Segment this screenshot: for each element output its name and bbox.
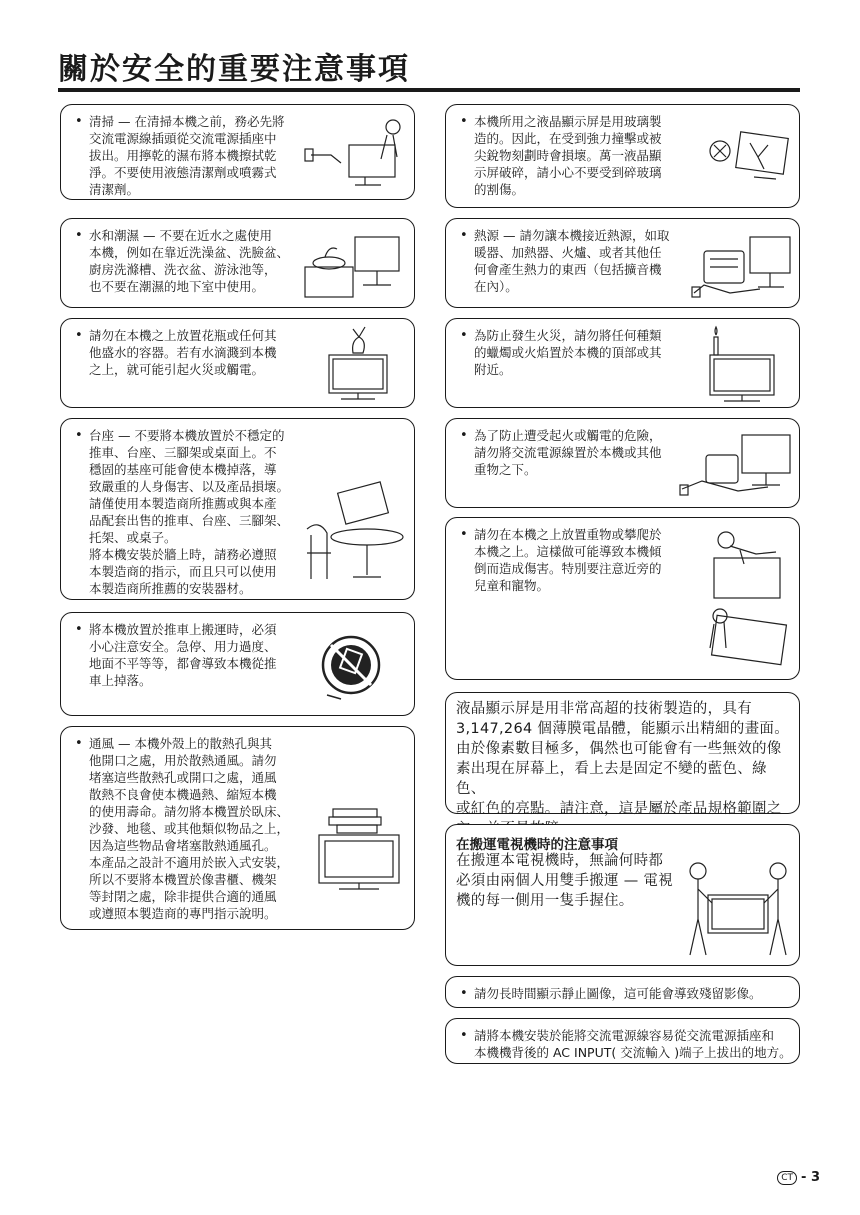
outlet-text: • 請將本機安裝於能將交流電源線容易從交流電源插座和 本機機背後的 AC INPUT( 交流輸入 )端子上拔出的地方。 <box>460 1027 792 1061</box>
outlet-notice <box>445 1018 800 1064</box>
stand-illustration <box>297 479 411 589</box>
cart-text: • 將本機放置於推車上搬運時，必須 小心注意安全。急停、用力過度、 地面不平等等，都會導致本機從推 車上掉落。 <box>75 621 277 689</box>
power-cord-notice <box>445 418 800 508</box>
climbing-illustration <box>700 524 796 674</box>
vase-notice <box>60 318 415 408</box>
static-image-notice <box>445 976 800 1008</box>
page-title: 關於安全的重要注意事項 <box>58 52 410 87</box>
water-notice <box>60 218 415 308</box>
heat-text: • 熱源 — 請勿讓本機接近熱源，如取 暖器、加熱器、火爐、或者其他任 何會產生熱力的東西（包括擴音機 在內）。 <box>460 227 669 295</box>
transport-illustration <box>678 859 798 959</box>
water-text: • 水和潮濕 — 不要在近水之處使用 本機，例如在靠近洗澡盆、洗臉盆、 廚房洗滌槽、洗衣盆、游泳池等， 也不要在潮濕的地下室中使用。 <box>75 227 289 295</box>
language-badge: CT <box>777 1171 797 1185</box>
glass-notice <box>445 104 800 208</box>
stand-text: • 台座 — 不要將本機放置於不穩定的 推車、台座、三腳架或桌面上。不 穩固的基座可能會使本機掉落，導 致嚴重的人身傷害、以及產品損壞。 請僅使用本製造商所推薦或與本產 品配套出售的推車、台座、三腳架、 托架、或桌子。 將本機安裝於牆上時，請務必遵照 本製造商的指示，而且只可以使用 本製造商所推薦的安裝器材。 <box>75 427 289 597</box>
heat-illustration <box>690 227 798 307</box>
climbing-notice <box>445 517 800 680</box>
cart-warning-icon <box>319 629 389 705</box>
lcd-pixel-text: 液晶顯示屏是用非常高超的技術製造的，具有 3,147,264 個薄膜電晶體，能顯示出精細的畫面。 由於像素數目極多，偶然也可能會有一些無效的像 素出現在屏幕上，看上去是固定不變的藍色、綠色、 或紅色的亮點。請注意，這是屬於產品規格範圍之 <box>456 701 790 817</box>
water-illustration <box>299 227 411 305</box>
vase-illustration <box>319 325 399 405</box>
heat-notice <box>445 218 800 308</box>
transport-title: 在搬運電視機時的注意事項 <box>456 837 618 853</box>
cart-notice <box>60 612 415 716</box>
power-cord-text: • 為了防止遭受起火或觸電的危險， 請勿將交流電源線置於本機或其他 重物之下。 <box>460 427 662 478</box>
ventilation-notice <box>60 726 415 930</box>
static-image-text: • 請勿長時間顯示靜止圖像，這可能會導致殘留影像。 <box>460 985 762 1002</box>
lcd-pixel-notice <box>445 692 800 817</box>
title-rule <box>58 88 800 92</box>
glass-illustration <box>694 123 794 193</box>
ventilation-text: • 通風 — 本機外殼上的散熱孔與其 他開口之處，用於散熱通風。請勿 堵塞這些散熱孔或開口之處，通風 散熱不良會使本機過熱、縮短本機 的使用壽命。請勿將本機置於臥床、 沙發、地毯、或其他類似物品之上， 因為這些物品會堵塞散熱通風孔。 本產品之設計不適用於嵌入式安裝， 所以不要將本機置於像書櫃、機架 等封閉之處，除非提供合適的通風 或遵照本製造商的專門指示說明。 <box>75 735 289 922</box>
power-cord-illustration <box>678 429 796 505</box>
vase-text: • 請勿在本機之上放置花瓶或任何其 他盛水的容器。若有水滴濺到本機 之上，就可能引起火災或觸電。 <box>75 327 277 378</box>
ventilation-illustration <box>313 797 411 897</box>
candle-notice <box>445 318 800 408</box>
candle-illustration <box>700 323 790 407</box>
transport-notice <box>445 824 800 966</box>
cleaning-illustration <box>301 115 411 195</box>
page-number: - 3 <box>801 1170 820 1185</box>
page-footer <box>777 1170 820 1185</box>
stand-notice <box>60 418 415 600</box>
cleaning-text: • 清掃 — 在清掃本機之前，務必先將 交流電源線插頭從交流電源插座中 拔出。用擰乾的濕布將本機擦拭乾 淨。不要使用液態清潔劑或噴霧式 清潔劑。 <box>75 113 284 198</box>
climbing-text: • 請勿在本機之上放置重物或攀爬於 本機之上。這樣做可能導致本機傾 倒而造成傷害。特別要注意近旁的 兒童和寵物。 <box>460 526 662 594</box>
transport-text: 在搬運本電視機時，無論何時都 必須由兩個人用雙手搬運 — 電視 機的每一側用一隻手握住。 <box>456 853 674 909</box>
glass-text: • 本機所用之液晶顯示屏是用玻璃製 造的。因此，在受到強力撞擊或被 尖銳物刻劃時會損壞。萬一液晶顯 示屏破碎，請小心不要受到碎玻璃 的割傷。 <box>460 113 662 198</box>
cleaning-notice <box>60 104 415 200</box>
candle-text: • 為防止發生火災，請勿將任何種類 的蠟燭或火焰置於本機的頂部或其 附近。 <box>460 327 662 378</box>
